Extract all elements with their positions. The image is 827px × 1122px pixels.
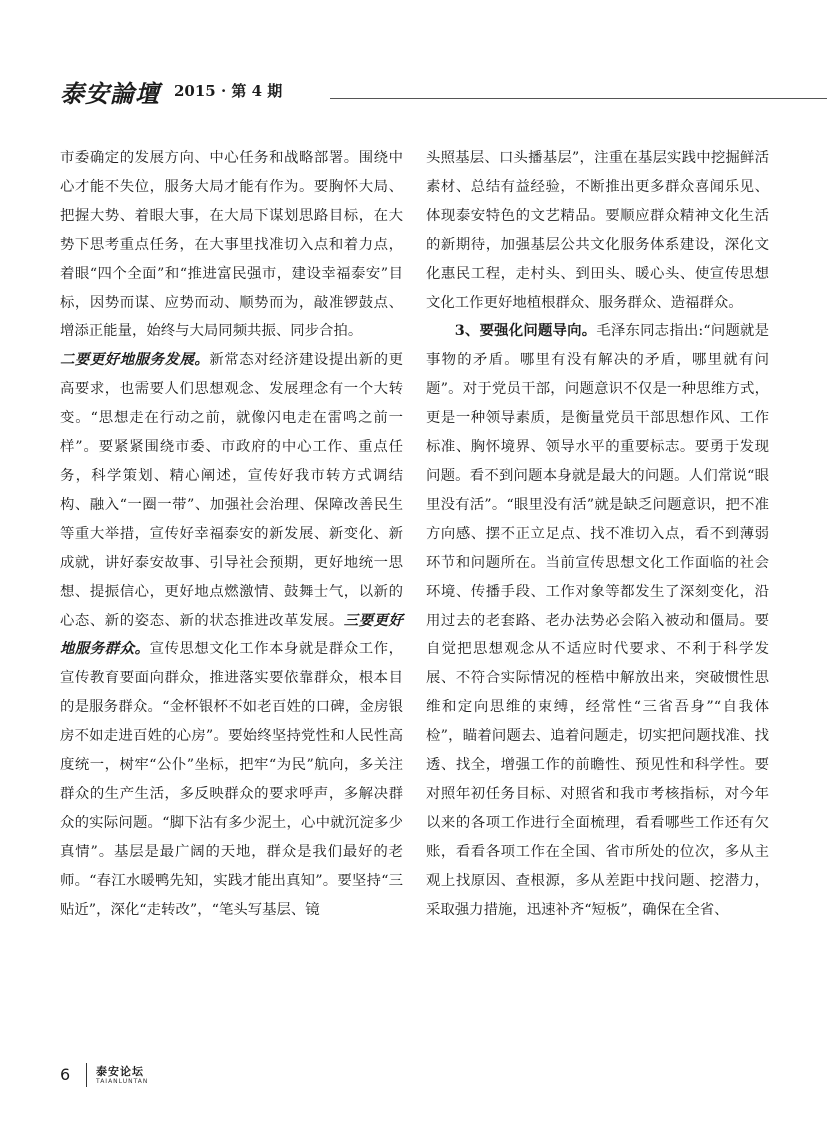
- right-paragraph-2: [426, 317, 769, 924]
- footer-divider: [86, 1063, 87, 1087]
- section-heading-serve-people: 三要更好地服务群众。: [60, 611, 403, 658]
- journal-name: 泰安論壇: [60, 79, 160, 108]
- left-paragraph-2: [60, 346, 403, 924]
- left-column: [60, 144, 403, 924]
- section-heading-problem-orientation: 3、要强化问题导向。: [454, 322, 597, 340]
- issue-label: 2015 · 第 4 期: [174, 82, 283, 100]
- right-column: [426, 144, 769, 924]
- header-rule: [330, 98, 827, 99]
- right-paragraph-2-body: 毛泽东同志指出:“问题就是事物的矛盾。哪里有没有解决的矛盾，哪里就有问题”。对于党员干部，问题意识不仅是一种思维方式，更是一种领导素质，是衡量党员干部思想作风、工作标准、胸怀境界、领导水平的重要标志。要勇于发现问题。看不到问题本身就是最大的问题。人们常说“眼里没有活”。“眼里没有活”就是缺乏问题意识，把不准方向感、摆不正立足点、找不准切入点，看不到薄弱环节和问题所在。当前宣传思想文化工作面临的社会环境、传播手段、工作对象等都发生了深刻变化，沿用过去的老套路、老办法势必会陷入被动和僵局。要自觉把思想观念从不适应时代要求、不利于科学发展、不符合实际情况的桎梏中解放出来，突破惯性思维和定向思维的束缚，经常性“三省吾身”“自我体检”，瞄着问题去、追着问题走，切实把问题找准、找透、找全，增强工作的前瞻性、预见性和科学性。要对照年初任务目标、对照省和我市考核指标，对今年以来的各项工作进行全面梳理，看看哪些工作还有欠账，看看各项工作在全国、省市所处的位次，多从主观上找原因、查根源，多从差距中找问题、挖潜力，采取强力措施，迅速补齐“短板”，确保在全省、: [426, 323, 769, 918]
- footer-journal-title: 泰安论坛: [96, 1065, 144, 1078]
- left-paragraph-3-body: 宣传思想文化工作本身就是群众工作，宣传教育要面向群众，推进落实要依靠群众，根本目的是服务群众。“金杯银杯不如老百姓的口碑，金房银房不如走进百姓的心房”。要始终坚持党性和人民性高度统一，树牢“公仆”坐标，把牢“为民”航向，多关注群众的生产生活，多反映群众的要求呼声，多解决群众的实际问题。“脚下沾有多少泥土，心中就沉淀多少真情”。基层是最广阔的天地，群众是我们最好的老师。“春江水暖鸭先知，实践才能出真知”。要坚持“三贴近”，深化“走转改”，“笔头写基层、镜: [60, 641, 403, 918]
- left-paragraph-2-body: 新常态对经济建设提出新的更高要求，也需要人们思想观念、发展理念有一个大转变。“思想走在行动之前，就像闪电走在雷鸣之前一样”。要紧紧围绕市委、市政府的中心工作、重点任务，科学策划、精心阐述，宣传好我市转方式调结构、融入“一圈一带”、加强社会治理、保障改善民生等重大举措，宣传好幸福泰安的新发展、新变化、新成就，讲好泰安故事、引导社会预期，更好地统一思想、提振信心，更好地点燃激情、鼓舞士气，以新的心态、新的姿态、新的状态推进改革发展。: [60, 352, 403, 629]
- right-paragraph-1: 头照基层、口头播基层”，注重在基层实践中挖掘鲜活素材、总结有益经验，不断推出更多群众喜闻乐见、体现泰安特色的文艺精品。要顺应群众精神文化生活的新期待，加强基层公共文化服务体系建设，深化文化惠民工程，走村头、到田头、暖心头、使宣传思想文化工作更好地植根群众、服务群众、造福群众。: [426, 150, 769, 311]
- section-heading-serve-development: 二要更好地服务发展。: [60, 351, 210, 369]
- page-footer: [60, 1063, 360, 1093]
- footer-journal-pinyin: TAIANLUNTAN: [96, 1078, 149, 1085]
- left-paragraph-1: 市委确定的发展方向、中心任务和战略部署。围绕中心才能不失位，服务大局才能有作为。要胸怀大局、把握大势、着眼大事，在大局下谋划思路目标，在大势下思考重点任务，在大事里找准切入点和着力点，着眼“四个全面”和“推进富民强市，建设幸福泰安”目标，因势而谋、应势而动、顺势而为，敲准锣鼓点、增添正能量，始终与大局同频共振、同步合拍。: [60, 150, 403, 340]
- page-number: 6: [60, 1065, 71, 1084]
- page-header: [60, 74, 768, 108]
